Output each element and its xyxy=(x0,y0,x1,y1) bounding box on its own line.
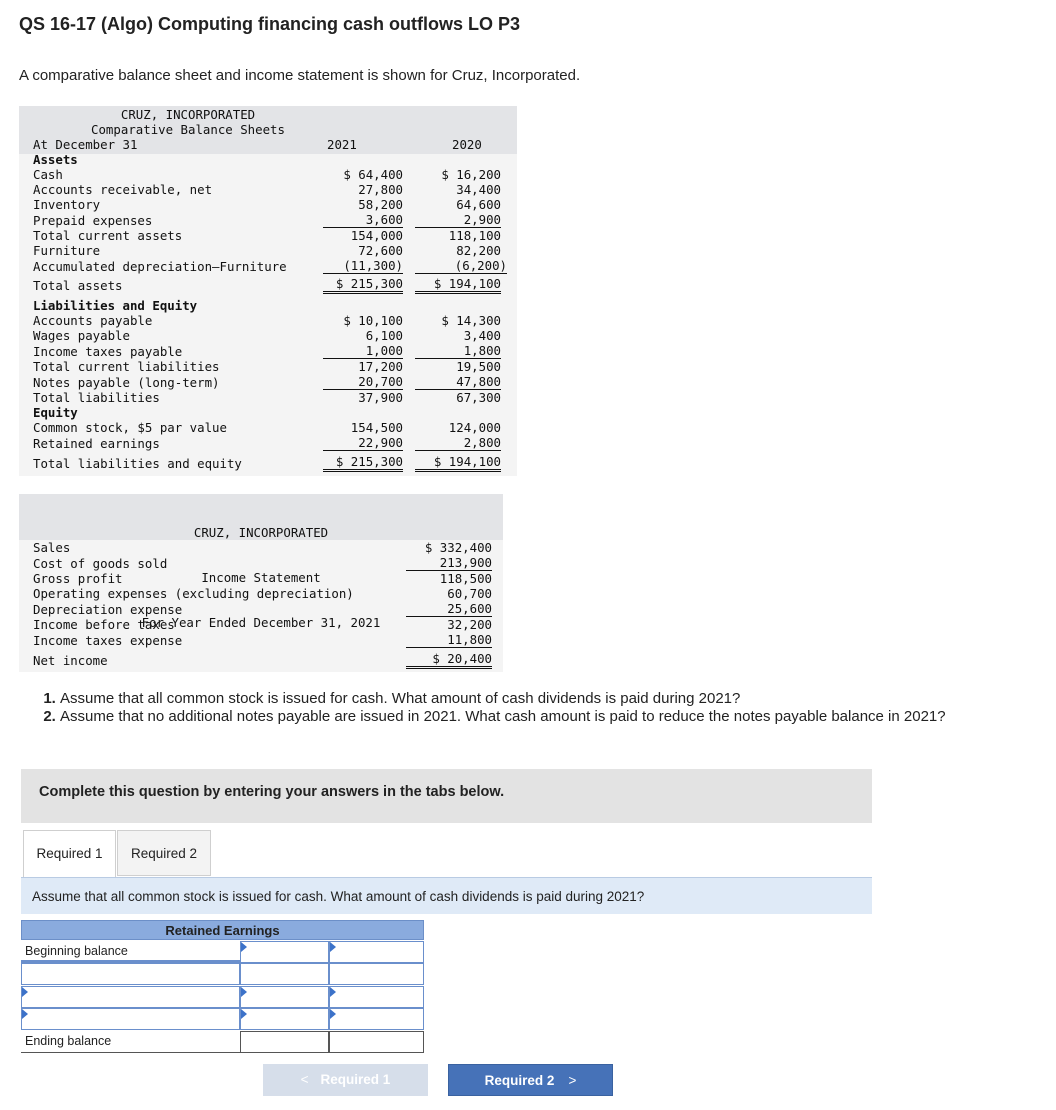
bs-row-label: Retained earnings xyxy=(33,436,160,451)
dropdown-marker-icon xyxy=(22,1009,28,1019)
is-period: For Year Ended December 31, 2021 xyxy=(141,615,381,630)
bs-value-2021: 58,200 xyxy=(358,197,403,212)
requirement-prompt xyxy=(21,877,872,914)
bs-row-label: Notes payable (long-term) xyxy=(33,375,220,390)
bs-value-2021: 154,000 xyxy=(350,228,403,243)
bs-row-label: Accounts receivable, net xyxy=(33,182,213,197)
bs-value-2020: 64,600 xyxy=(456,197,501,212)
bs-value-2021: 3,600 xyxy=(323,212,403,228)
intro-text: A comparative balance sheet and income statement is shown for Cruz, Incorporated. xyxy=(19,67,581,84)
page-title: QS 16-17 (Algo) Computing financing cash outflows LO P3 xyxy=(19,14,521,34)
requirement-prompt-text: Assume that all common stock is issued for cash. What amount of cash dividends is paid during 2021? xyxy=(32,889,645,904)
is-value: 25,600 xyxy=(406,601,492,617)
bs-value-2020: 34,400 xyxy=(456,182,501,197)
bs-row-label: Total current assets xyxy=(33,228,183,243)
is-row-label: Cost of goods sold xyxy=(33,556,168,571)
prev-button-label: Required 1 xyxy=(320,1072,391,1087)
bs-row-label: Income taxes payable xyxy=(33,344,183,359)
question-2: 2. Assume that no additional notes payable are issued in 2021. What cash amount is paid to reduce the notes payable balance in 2021? xyxy=(60,708,980,726)
instructions-banner xyxy=(21,769,872,823)
bs-value-2021: 17,200 xyxy=(358,359,403,374)
is-row-label: Net income xyxy=(33,653,108,668)
bs-value-2021: 6,100 xyxy=(365,328,403,343)
is-value: 213,900 xyxy=(406,555,492,571)
equity-heading: Equity xyxy=(33,405,78,420)
tab-required-1[interactable]: Required 1 xyxy=(23,830,116,878)
bs-year-2020: 2020 xyxy=(452,137,482,152)
bs-value-2020: $ 194,100 xyxy=(415,276,501,294)
bs-value-2020: 124,000 xyxy=(448,420,501,435)
is-row-label: Sales xyxy=(33,540,71,555)
entry-1-label-input[interactable] xyxy=(21,963,240,985)
beginning-debit-input[interactable] xyxy=(240,941,329,963)
dropdown-marker-icon xyxy=(22,987,28,997)
bs-value-2021: $ 215,300 xyxy=(323,454,403,472)
beginning-credit-input[interactable] xyxy=(329,941,424,963)
entry-1-debit-input[interactable] xyxy=(240,963,329,985)
bs-value-2021: 1,000 xyxy=(323,343,403,359)
entry-1-credit-input[interactable] xyxy=(329,963,424,985)
entry-3-label-input[interactable] xyxy=(21,1008,240,1030)
bs-value-2020: $ 194,100 xyxy=(415,454,501,472)
bs-value-2021: $ 215,300 xyxy=(323,276,403,294)
is-row-label: Depreciation expense xyxy=(33,602,183,617)
entry-3-credit-input[interactable] xyxy=(329,1008,424,1030)
bs-row-label: Accumulated depreciation—Furniture xyxy=(33,259,287,274)
is-value: 60,700 xyxy=(447,586,492,601)
bs-row-label: Inventory xyxy=(33,197,101,212)
dropdown-marker-icon xyxy=(330,987,336,997)
is-row-label: Operating expenses (excluding depreciation) xyxy=(33,586,354,601)
bs-value-2020: 67,300 xyxy=(456,390,501,405)
dropdown-marker-icon xyxy=(241,942,247,952)
entry-2-label-input[interactable] xyxy=(21,986,240,1008)
bs-value-2021: $ 10,100 xyxy=(343,313,403,328)
bs-statement-title: Comparative Balance Sheets xyxy=(91,122,285,137)
bs-value-2021: $ 64,400 xyxy=(343,167,403,182)
ending-credit-value xyxy=(329,1031,424,1053)
retained-earnings-t-account xyxy=(21,920,424,1053)
bs-value-2021: 72,600 xyxy=(358,243,403,258)
bs-row-label: Furniture xyxy=(33,243,101,258)
bs-value-2020: 3,400 xyxy=(463,328,501,343)
chevron-left-icon: < xyxy=(300,1072,309,1087)
chevron-right-icon: > xyxy=(568,1073,577,1088)
bs-row-label: Prepaid expenses xyxy=(33,213,153,228)
t-account-title: Retained Earnings xyxy=(21,920,424,940)
next-required-button[interactable] xyxy=(448,1064,613,1096)
liabilities-equity-heading: Liabilities and Equity xyxy=(33,298,198,313)
bs-row-label: Total current liabilities xyxy=(33,359,220,374)
ending-balance-label: Ending balance xyxy=(21,1031,240,1053)
bs-row-label: Wages payable xyxy=(33,328,130,343)
prev-required-button[interactable] xyxy=(263,1064,428,1096)
bs-value-2021: 20,700 xyxy=(323,374,403,390)
bs-value-2020: 47,800 xyxy=(415,374,501,390)
is-value: 118,500 xyxy=(439,571,492,586)
is-value: 11,800 xyxy=(406,632,492,648)
bs-row-label: Total assets xyxy=(33,278,123,293)
next-button-label: Required 2 xyxy=(484,1073,555,1088)
bs-row-label: Total liabilities xyxy=(33,390,160,405)
entry-2-credit-input[interactable] xyxy=(329,986,424,1008)
bs-value-2021: (11,300) xyxy=(323,258,403,274)
dropdown-marker-icon xyxy=(330,1009,336,1019)
bs-row-label: Common stock, $5 par value xyxy=(33,420,227,435)
bs-value-2020: 82,200 xyxy=(456,243,501,258)
is-value: 32,200 xyxy=(447,617,492,632)
bs-value-2021: 154,500 xyxy=(350,420,403,435)
balance-sheet xyxy=(19,106,517,476)
bs-year-2021: 2021 xyxy=(327,137,357,152)
dropdown-marker-icon xyxy=(241,1009,247,1019)
entry-3-debit-input[interactable] xyxy=(240,1008,329,1030)
is-row-label: Gross profit xyxy=(33,571,123,586)
income-statement xyxy=(19,494,503,672)
bs-value-2020: (6,200) xyxy=(415,258,507,274)
assets-heading: Assets xyxy=(33,152,78,167)
bs-row-label: Total liabilities and equity xyxy=(33,456,242,471)
tab-required-2[interactable]: Required 2 xyxy=(117,830,211,876)
bs-value-2021: 37,900 xyxy=(358,390,403,405)
is-value: $ 20,400 xyxy=(406,651,492,669)
dropdown-marker-icon xyxy=(241,987,247,997)
is-statement-title: Income Statement xyxy=(201,570,321,585)
question-1: 1. Assume that all common stock is issued for cash. What amount of cash dividends is paid during 2021? xyxy=(60,690,980,708)
entry-2-debit-input[interactable] xyxy=(240,986,329,1008)
bs-value-2021: 22,900 xyxy=(323,435,403,451)
bs-value-2020: $ 14,300 xyxy=(441,313,501,328)
bs-value-2020: $ 16,200 xyxy=(441,167,501,182)
bs-row-label: Accounts payable xyxy=(33,313,153,328)
bs-value-2021: 27,800 xyxy=(358,182,403,197)
balance-sheet-header xyxy=(19,106,517,154)
bs-value-2020: 2,900 xyxy=(415,212,501,228)
bs-value-2020: 19,500 xyxy=(456,359,501,374)
bs-value-2020: 1,800 xyxy=(415,343,501,359)
is-row-label: Income taxes expense xyxy=(33,633,183,648)
is-row-label: Income before taxes xyxy=(33,617,175,632)
bs-company: CRUZ, INCORPORATED xyxy=(120,107,256,122)
instructions-text: Complete this question by entering your answers in the tabs below. xyxy=(39,784,505,800)
dropdown-marker-icon xyxy=(330,942,336,952)
bs-value-2020: 2,800 xyxy=(415,435,501,451)
question-list xyxy=(40,690,980,726)
bs-value-2020: 118,100 xyxy=(448,228,501,243)
bs-row-label: Cash xyxy=(33,167,63,182)
bs-date-label: At December 31 xyxy=(33,137,138,152)
is-value: $ 332,400 xyxy=(424,540,492,555)
beginning-balance-label: Beginning balance xyxy=(21,941,240,963)
is-company: CRUZ, INCORPORATED xyxy=(193,525,329,540)
ending-debit-value xyxy=(240,1031,329,1053)
